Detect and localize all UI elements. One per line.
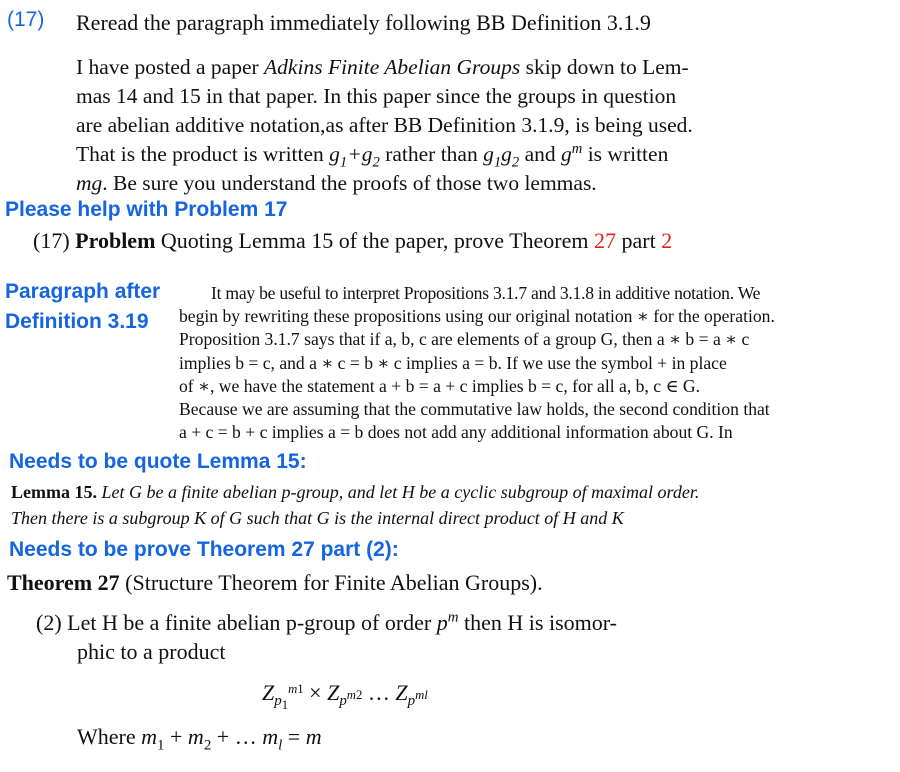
body-line-2: mas 14 and 15 in that paper. In this paper since the groups in question bbox=[76, 84, 677, 108]
paragraph-line-1: It may be useful to interpret Propositions 3.1.7 and 3.1.8 in additive notation. We bbox=[211, 283, 761, 303]
body-line-4 bbox=[76, 140, 669, 171]
paragraph-line-6: Because we are assuming that the commutative law holds, the second condition that bbox=[179, 399, 770, 420]
theorem-text: then H is isomor- bbox=[464, 610, 617, 635]
where-line: Where $m_1 + m_2$ + … $m_l = m$ bbox=[77, 724, 322, 754]
paper-title: Adkins Finite Abelian Groups bbox=[264, 55, 521, 79]
part-word: part bbox=[621, 228, 656, 253]
math-g1g2: $g_1g_2$ bbox=[483, 142, 520, 171]
math-p-power-m: $p^m$ bbox=[436, 609, 459, 635]
math-g-power-m: $g^m$ bbox=[561, 140, 583, 166]
body-text: That is the product is written bbox=[76, 142, 324, 166]
body-text: rather than bbox=[385, 142, 478, 166]
lemma-text: Then there is a subgroup K of G such that G is the internal direct product of H and K bbox=[11, 508, 624, 528]
problem-number: (17) bbox=[33, 228, 70, 253]
math-mg: mg bbox=[76, 171, 103, 195]
theorem-part-line-1 bbox=[36, 610, 617, 636]
body-text: is written bbox=[587, 142, 669, 166]
paragraph-line-4: implies b = c, and a ∗ c = b ∗ c implies a = b. If we use the symbol + in place bbox=[179, 352, 727, 373]
paragraph-line-5: of ∗, we have the statement a + b = a + c implies b = c, for all a, b, c ∈ G. bbox=[179, 375, 700, 396]
lemma-title: Lemma 15. bbox=[11, 482, 97, 502]
paragraph-line-2: begin by rewriting these propositions using our original notation ∗ for the operation. bbox=[179, 306, 775, 327]
section-heading: Reread the paragraph immediately following BB Definition 3.1.9 bbox=[76, 10, 651, 35]
theorem-text: Let H be a finite abelian p-group of order bbox=[67, 610, 432, 635]
where-word: Where bbox=[77, 724, 136, 749]
product-formula: $Z_{p_1^{m1}} \times Z_{p^{m2}}$ … $Z_{p^{ml}}$ bbox=[262, 680, 428, 713]
theorem-part-line-2: phic to a product bbox=[77, 639, 226, 664]
body-text: Be sure you understand the proofs of those two lemmas. bbox=[113, 171, 597, 195]
help-label: Please help with Problem 17 bbox=[5, 198, 288, 221]
body-text: I have posted a paper bbox=[76, 55, 259, 79]
body-line-3: are abelian additive notation,as after BB Definition 3.1.9, is being used. bbox=[76, 113, 693, 137]
lemma-line-1 bbox=[11, 482, 699, 503]
body-text: and bbox=[524, 142, 556, 166]
paragraph-line-3: Proposition 3.1.7 says that if a, b, c are elements of a group G, then a ∗ b = a ∗ c bbox=[179, 329, 750, 350]
quote-label: Needs to be quote Lemma 15: bbox=[9, 450, 307, 473]
problem-line bbox=[33, 228, 672, 254]
part-ref-link[interactable]: 2 bbox=[661, 228, 673, 253]
math-g1-plus-g2: $g_1+g_2$ bbox=[329, 142, 380, 171]
theorem-ref-link[interactable]: 27 bbox=[594, 228, 616, 253]
problem-word: Problem bbox=[75, 228, 156, 253]
body-line-5: mg. Be sure you understand the proofs of those two lemmas. bbox=[76, 171, 597, 195]
problem-text: Quoting Lemma 15 of the paper, prove Theorem bbox=[160, 228, 589, 253]
paragraph-label-1: Paragraph after bbox=[5, 280, 161, 303]
body-line-1 bbox=[76, 55, 689, 80]
theorem-title: Theorem 27 bbox=[7, 570, 120, 595]
body-text: skip down to Lem- bbox=[525, 55, 689, 79]
theorem-subtitle: (Structure Theorem for Finite Abelian Groups). bbox=[125, 570, 543, 595]
prove-label: Needs to be prove Theorem 27 part (2): bbox=[9, 538, 399, 561]
lemma-text: Let G be a finite abelian p-group, and let H be a cyclic subgroup of maximal order. bbox=[101, 482, 700, 502]
section-number: (17) bbox=[7, 8, 45, 31]
paragraph-line-7: a + c = b + c implies a = b does not add any additional information about G. In bbox=[179, 422, 733, 443]
paragraph-label-2: Definition 3.19 bbox=[5, 310, 149, 333]
quoted-paragraph bbox=[179, 282, 879, 444]
part-number: (2) bbox=[36, 610, 62, 635]
lemma-line-2 bbox=[11, 508, 624, 529]
theorem-heading bbox=[7, 570, 543, 596]
